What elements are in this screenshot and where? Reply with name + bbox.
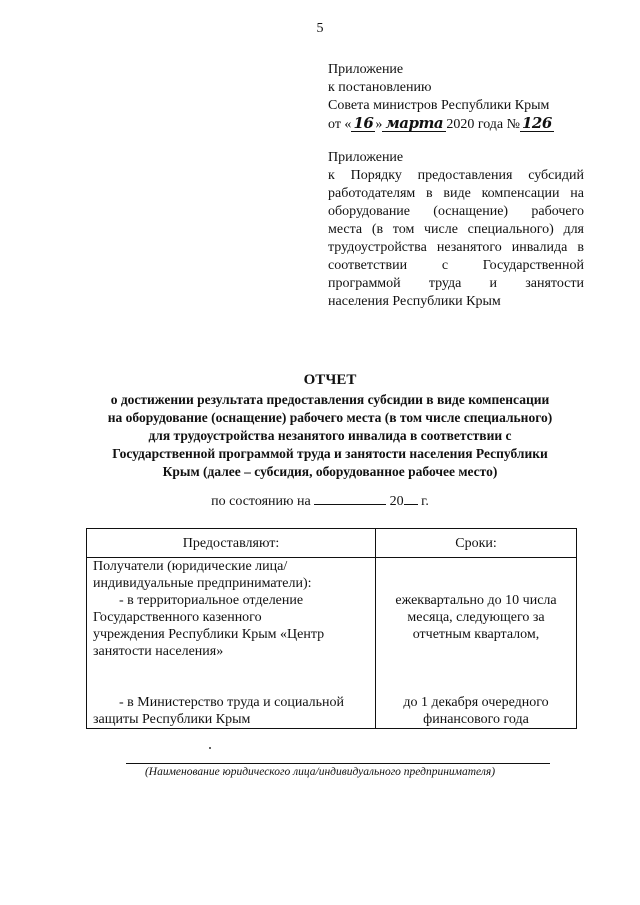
deadline-line: месяца, следующего за <box>407 610 545 625</box>
recipient-first-line: - в территориальное отделение <box>119 593 304 608</box>
recipient-line: защиты Республики Крым <box>93 712 251 727</box>
handwritten-month: марта <box>382 115 446 132</box>
appendix-sub-label: Приложение <box>328 150 404 165</box>
spacer <box>380 558 572 592</box>
recipients-intro-line: индивидуальные предприниматели): <box>93 576 312 591</box>
header-deadline: Сроки: <box>376 529 577 558</box>
as-of-suffix: г. <box>421 494 429 509</box>
date-mid: » <box>375 117 383 132</box>
appendix-council-line: Совета министров Республики Крым <box>328 98 550 113</box>
appendix-date-line <box>328 115 598 134</box>
spacer <box>93 660 371 694</box>
date-blank-field <box>314 504 386 505</box>
report-subtitle-line: Крым (далее – субсидия, оборудованное рабочее место) <box>162 464 498 479</box>
as-of-prefix: по состоянию на <box>211 494 311 509</box>
report-subtitle-line: на оборудование (оснащение) рабочего места (в том числе специального) <box>107 410 553 425</box>
appendix-header <box>328 61 598 134</box>
appendix-label: Приложение <box>328 62 404 77</box>
recipient-line: занятости населения» <box>93 644 224 659</box>
as-of-year-prefix: 20 <box>389 494 404 509</box>
date-year-text: 2020 года № <box>446 117 520 132</box>
report-subtitle-line: Государственной программой труда и занятости населения Республики <box>112 446 548 461</box>
deadlines-cell <box>376 558 577 729</box>
schedule-table <box>86 528 577 729</box>
deadline-line: финансового года <box>423 712 529 727</box>
handwritten-day: 16 <box>353 114 374 132</box>
recipients-cell <box>87 558 376 729</box>
deadline-line: ежеквартально до 10 числа <box>395 593 557 608</box>
appendix-sub-line: оборудование (оснащение) рабочего <box>328 204 584 219</box>
appendix-sub-line: работодателям в виде компенсации на <box>328 186 584 201</box>
recipients-intro-line: Получатели (юридические лица/ <box>93 559 288 574</box>
page-number: 5 <box>316 21 324 36</box>
report-subtitle <box>80 391 580 481</box>
deadline-line: до 1 декабря очередного <box>403 695 549 710</box>
spacer <box>380 643 572 694</box>
appendix-resolution-line: к постановлению <box>328 80 432 95</box>
year-blank-field <box>404 504 418 505</box>
date-prefix: от « <box>328 117 352 132</box>
appendix-sub-line: места (в том числе специального) для <box>328 222 584 237</box>
report-title: ОТЧЕТ <box>303 372 357 388</box>
recipient-first-line: - в Министерство труда и социальной <box>119 695 345 710</box>
recipient-line: учреждения Республики Крым «Центр <box>93 627 325 642</box>
report-subtitle-line: для трудоустройства незанятого инвалида в соответствии с <box>148 428 512 443</box>
deadline-line: отчетным кварталом, <box>412 627 540 642</box>
appendix-sub-block <box>328 149 584 311</box>
scan-dot <box>209 747 211 749</box>
header-provide: Предоставляют: <box>87 529 376 558</box>
handwritten-doc-number: 126 <box>522 114 552 132</box>
table-row <box>87 558 577 729</box>
recipient-line: Государственного казенного <box>93 610 262 625</box>
appendix-sub-line: трудоустройства незанятого инвалида в <box>328 240 584 255</box>
signature-line <box>126 763 550 764</box>
appendix-sub-line: программой труда и занятости <box>328 276 584 291</box>
appendix-sub-line: соответствии с Государственной <box>328 258 584 273</box>
appendix-sub-line: к Порядку предоставления субсидий <box>328 168 584 183</box>
signature-caption: (Наименование юридического лица/индивидуального предпринимателя) <box>144 766 496 778</box>
appendix-sub-line: населения Республики Крым <box>328 294 501 309</box>
table-header-row <box>87 529 577 558</box>
as-of-date-line <box>0 494 640 510</box>
report-subtitle-line: о достижении результата предоставления субсидии в виде компенсации <box>110 392 550 407</box>
